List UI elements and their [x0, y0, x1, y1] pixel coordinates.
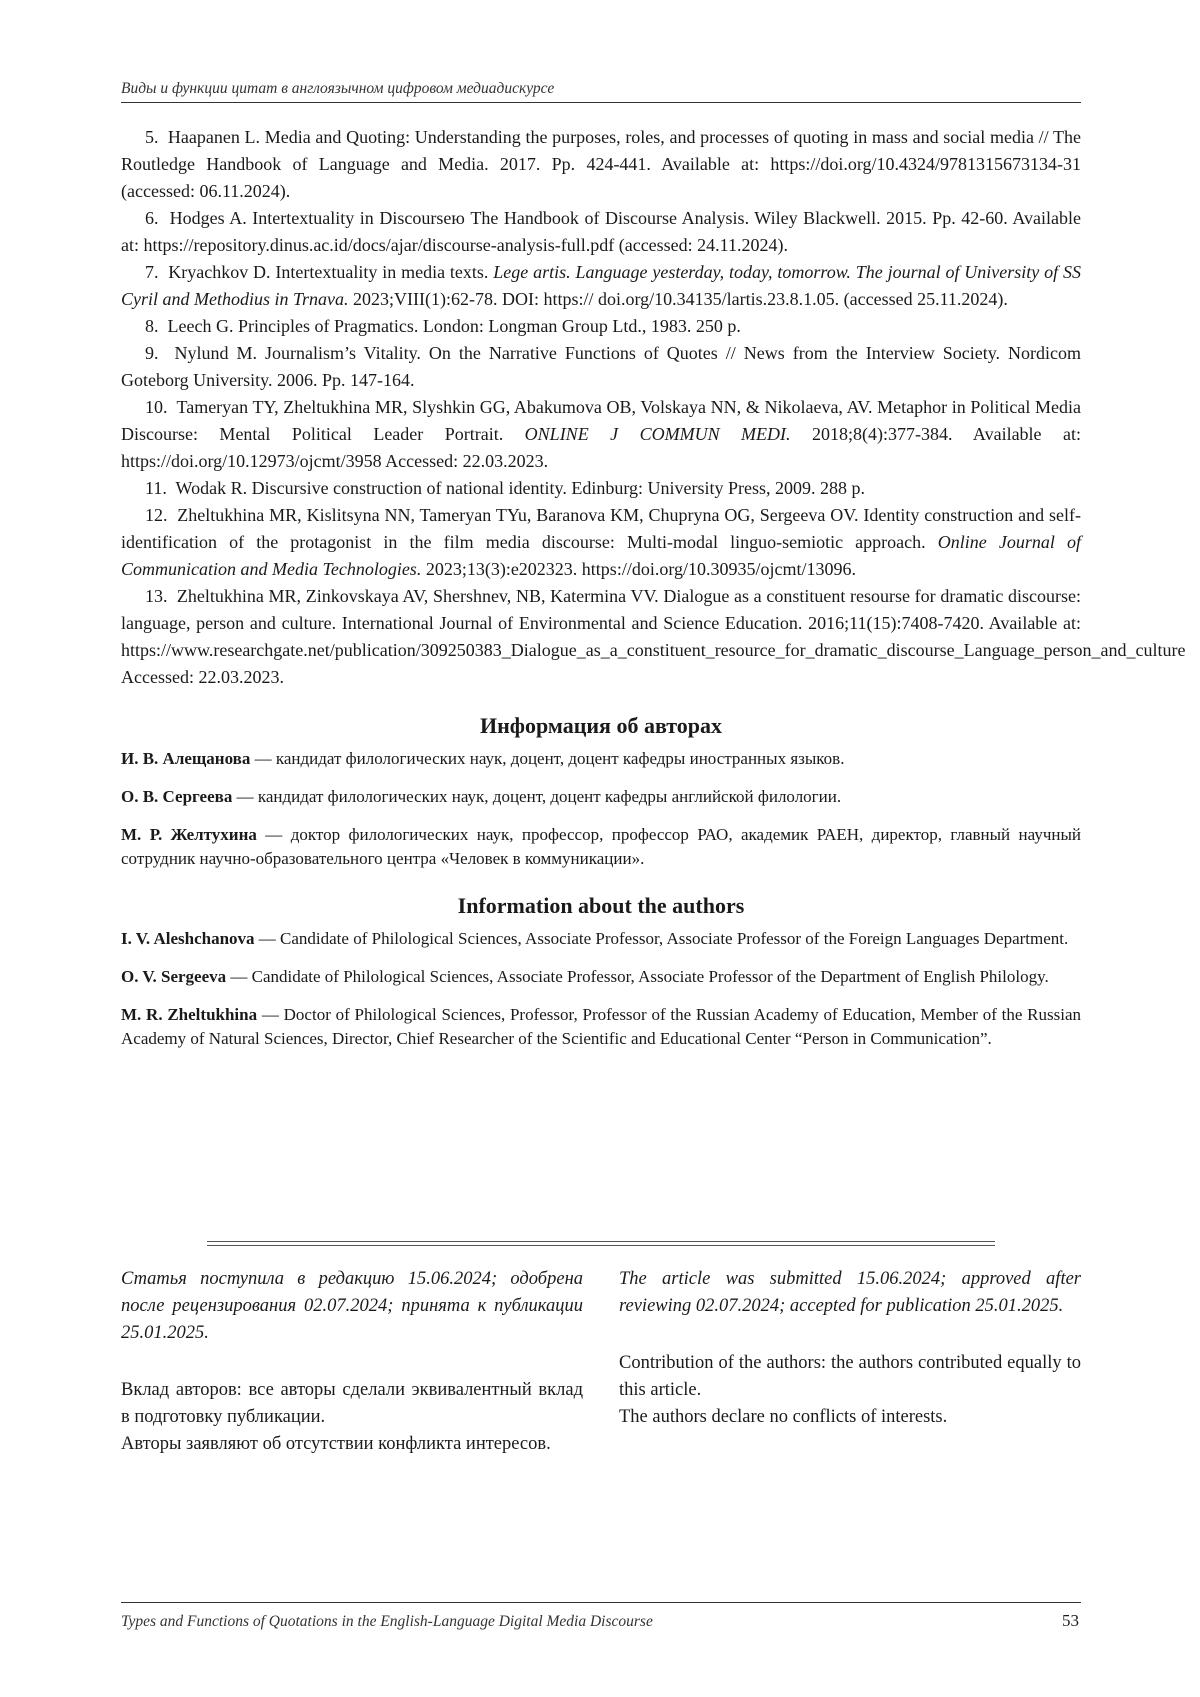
reference-journal: Lege artis. Language yesterday, today, tomorrow. The journal of University of SS Cyril and Methodius in Trnava.	[121, 262, 1081, 309]
reference-item	[121, 583, 1186, 691]
reference-text: Tameryan TY, Zheltukhina MR, Slyshkin GG, Abakumova OB, Volskaya NN, & Nikolaeva, AV. Metaphor in Political Media Discourse: Mental Political Leader Portrait.	[121, 397, 1081, 444]
reference-item	[121, 259, 1081, 313]
reference-details: 2023;13(3):e202323. https://doi.org/10.30935/ojcmt/13096.	[421, 559, 856, 579]
author-description: — Candidate of Philological Sciences, Associate Professor, Associate Professor of the Foreign Languages Department.	[254, 929, 1069, 948]
reference-list	[121, 124, 1186, 691]
author-description: — кандидат филологических наук, доцент, доцент кафедры иностранных языков.	[250, 749, 845, 768]
double-rule-divider	[207, 1241, 995, 1246]
reference-text: Wodak R. Discursive construction of national identity. Edinburg: University Press, 2009. 288 p.	[175, 478, 865, 498]
article-info-columns	[121, 1266, 1081, 1458]
author-info-en	[121, 1003, 1081, 1051]
reference-number: 11.	[145, 478, 167, 498]
article-dates-ru: Статья поступила в редакцию 15.06.2024; одобрена после рецензирования 02.07.2024; принята к публикации 25.01.2025.	[121, 1269, 583, 1343]
authors-info-title-ru: Информация об авторах	[479, 713, 723, 738]
author-description: — Candidate of Philological Sciences, Associate Professor, Associate Professor of the Department of English Philology.	[226, 967, 1049, 986]
reference-number: 13.	[145, 586, 168, 606]
reference-item	[121, 394, 1081, 475]
reference-item	[121, 124, 1081, 205]
reference-item	[121, 340, 1081, 394]
reference-text: Nylund M. Journalism’s Vitality. On the Narrative Functions of Quotes // News from the Interview Society. Nordicom Goteborg University. 2006. Pp. 147-164.	[121, 343, 1082, 390]
conflict-statement-ru: Авторы заявляют об отсутствии конфликта интересов.	[121, 1434, 551, 1454]
reference-item	[121, 475, 1081, 502]
author-info-ru	[121, 785, 1081, 809]
reference-number: 9.	[145, 343, 159, 363]
reference-item	[121, 313, 1081, 340]
author-name: О. В. Сергеева	[121, 787, 233, 806]
reference-number: 6.	[145, 208, 159, 228]
reference-details: 2023;VIII(1):62-78. DOI: https:// doi.org/10.34135/lartis.23.8.1.05. (accessed 25.11.2024).	[348, 289, 1008, 309]
author-info-en	[121, 965, 1081, 989]
reference-number: 10.	[145, 397, 168, 417]
author-info-ru	[121, 823, 1081, 871]
author-description: — Doctor of Philological Sciences, Professor, Professor of the Russian Academy of Education, Member of the Russian Academy of Natural Sciences, Director, Chief Researcher of the Scientific and Educational Center “Person in Communication”.	[121, 1005, 1081, 1048]
reference-number: 12.	[145, 505, 168, 525]
article-info-en	[619, 1266, 1081, 1458]
reference-details: 2018;8(4):377-384. Available at: https://doi.org/10.12973/ojcmt/3958 Accessed: 22.03.2023.	[121, 424, 1081, 471]
author-name: M. R. Zheltukhina	[121, 1005, 258, 1024]
reference-text: Zheltukhina MR, Kislitsyna NN, Tameryan TYu, Baranova KM, Chupryna OG, Sergeeva OV. Identity construction and self-identification of the protagonist in the film media discourse: Multi-modal linguo-semiotic approach.	[121, 505, 1082, 552]
reference-number: 8.	[145, 316, 159, 336]
reference-journal: ONLINE J COMMUN MEDI.	[524, 424, 791, 444]
conflict-statement-en: The authors declare no conflicts of interests.	[619, 1407, 948, 1427]
authors-info-title-en: Information about the authors	[457, 893, 745, 918]
author-name: O. V. Sergeeva	[121, 967, 227, 986]
article-dates-en: The article was submitted 15.06.2024; approved after reviewing 02.07.2024; accepted for publication 25.01.2025.	[619, 1269, 1081, 1316]
reference-text: Leech G. Principles of Pragmatics. London: Longman Group Ltd., 1983. 250 p.	[167, 316, 741, 336]
author-name: И. В. Алещанова	[121, 749, 251, 768]
reference-number: 5.	[145, 127, 159, 147]
reference-text: Hodges A. Intertextuality in Discourseю The Handbook of Discourse Analysis. Wiley Blackwell. 2015. Pp. 42-60. Available at: https://repository.dinus.ac.id/docs/ajar/discourse-analysis-full.pdf (accessed: 24.11.2024).	[121, 208, 1082, 255]
reference-item	[121, 502, 1081, 583]
footer-running-title: Types and Functions of Quotations in the English-Language Digital Media Discourse	[121, 1613, 653, 1630]
author-info-ru	[121, 747, 1081, 771]
reference-journal: Online Journal of Communication and Media Technologies.	[121, 532, 1081, 579]
article-info-ru	[121, 1266, 583, 1458]
reference-text: Zheltukhina MR, Zinkovskaya AV, Shershnev, NB, Katermina VV. Dialogue as a constituent resourse for dramatic discourse: language, person and culture. International Journal of Environmental and Science Education. 2016;11(15):7408-7420. Available at: https://www.researchgate.net/publication/309250383_Dialogue_as_a_constituent_resource_for_dramatic_discourse_Language_person_and_culture Accessed: 22.03.2023.	[121, 586, 1186, 687]
main-content	[121, 124, 1186, 1065]
author-name: I. V. Aleshchanova	[121, 929, 255, 948]
page-number: 53	[1062, 1611, 1079, 1630]
running-head: Виды и функции цитат в англоязычном цифровом медиадискурсе	[121, 80, 1081, 103]
reference-item	[121, 205, 1081, 259]
author-description: — доктор филологических наук, профессор, профессор РАО, академик РАЕН, директор, главный научный сотрудник научно-образовательного центра «Человек в коммуникации».	[121, 825, 1081, 868]
author-name: М. Р. Желтухина	[121, 825, 257, 844]
author-description: — кандидат филологических наук, доцент, доцент кафедры английской филологии.	[232, 787, 842, 806]
running-foot	[121, 1602, 1081, 1631]
reference-number: 7.	[145, 262, 159, 282]
authors-contribution-ru: Вклад авторов: все авторы сделали эквивалентный вклад в подготовку публикации.	[121, 1380, 583, 1427]
reference-text: Kryachkov D. Intertextuality in media texts.	[168, 262, 494, 282]
authors-contribution-en: Contribution of the authors: the authors contributed equally to this article.	[619, 1353, 1081, 1400]
reference-text: Haapanen L. Media and Quoting: Understanding the purposes, roles, and processes of quoting in mass and social media // The Routledge Handbook of Language and Media. 2017. Pp. 424-441. Available at: https://doi.org/10.4324/9781315673134-31 (accessed: 06.11.2024).	[121, 127, 1081, 201]
author-info-en	[121, 927, 1081, 951]
